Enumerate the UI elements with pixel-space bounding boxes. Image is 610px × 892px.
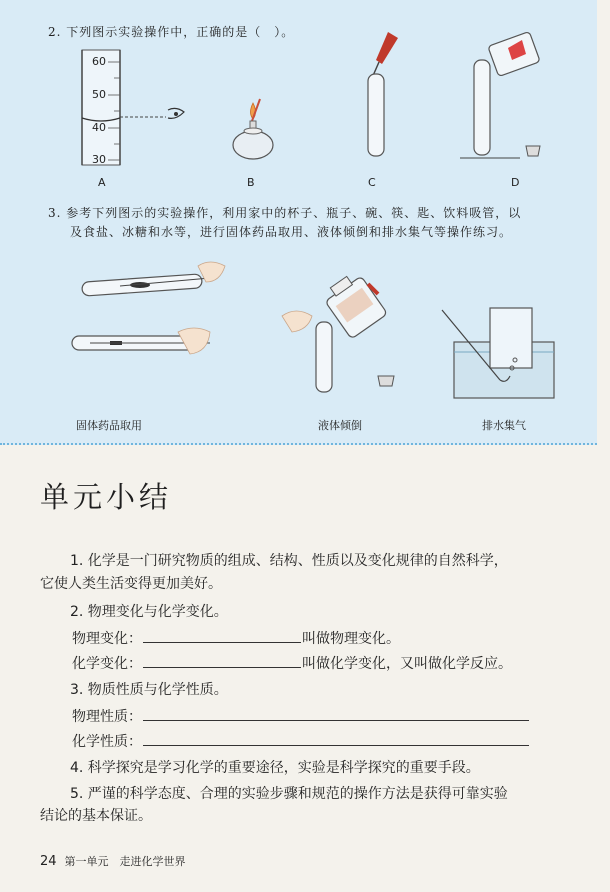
cylinder-tick-30: 30: [92, 153, 106, 166]
cylinder-tick-40: 40: [92, 121, 106, 134]
physical-change-suffix: 叫做物理变化。: [302, 631, 400, 647]
caption-liquid-pouring: 液体倾倒: [318, 419, 362, 432]
physical-change-row: [72, 628, 400, 650]
chemical-change-blank[interactable]: [143, 653, 301, 668]
page-footer: [40, 853, 186, 869]
summary-title: 单元小结: [40, 480, 173, 514]
physical-property-label: 物理性质：: [72, 709, 142, 725]
footer-unit-title: 第一单元 走进化学世界: [64, 855, 186, 868]
chemical-change-label: 化学变化：: [72, 656, 142, 672]
summary-item-2: 2. 物理变化与化学变化。: [70, 604, 228, 620]
physical-change-label: 物理变化：: [72, 631, 142, 647]
chemical-change-row: [72, 653, 512, 675]
figure-solid-reagent-taking: [60, 252, 230, 372]
question-2-text: 2. 下列图示实验操作中，正确的是（ ）。: [48, 25, 295, 39]
figure-b-alcohol-lamp: [226, 95, 281, 165]
question-3-line-1: 3. 参考下列图示的实验操作，利用家中的杯子、瓶子、碗、筷、匙、饮料吸管，以: [48, 206, 522, 220]
physical-change-blank[interactable]: [143, 628, 301, 643]
summary-item-5-line-1: 5. 严谨的科学态度、合理的实验步骤和规范的操作方法是获得可靠实验: [70, 786, 508, 802]
chemical-property-row: [72, 731, 530, 753]
summary-item-1-line-2: 它使人类生活变得更加美好。: [40, 576, 222, 592]
chemical-property-label: 化学性质：: [72, 734, 142, 750]
question-3-line-2: 及食盐、冰糖和水等，进行固体药品取用、液体倾倒和排水集气等操作练习。: [70, 225, 513, 239]
cylinder-tick-60: 60: [92, 55, 106, 68]
option-a-label: A: [98, 176, 106, 189]
figure-liquid-pouring: [278, 270, 408, 400]
summary-item-3: 3. 物质性质与化学性质。: [70, 682, 228, 698]
chemical-property-blank[interactable]: [143, 731, 529, 746]
panel-dotted-border: [0, 443, 597, 445]
summary-item-5-line-2: 结论的基本保证。: [40, 808, 152, 824]
option-d-label: D: [511, 176, 520, 189]
summary-item-4: 4. 科学探究是学习化学的重要途径，实验是科学探究的重要手段。: [70, 760, 480, 776]
figure-c-dropper-test-tube: [358, 30, 408, 165]
physical-property-row: [72, 706, 530, 728]
option-b-label: B: [247, 176, 255, 189]
physical-property-blank[interactable]: [143, 706, 529, 721]
chemical-change-suffix: 叫做化学变化，又叫做化学反应。: [302, 656, 512, 672]
page-number: 24: [40, 854, 57, 869]
cylinder-tick-50: 50: [92, 88, 106, 101]
figure-d-pouring-liquid: [460, 30, 550, 165]
summary-item-1-line-1: 1. 化学是一门研究物质的组成、结构、性质以及变化规律的自然科学，: [70, 553, 508, 569]
option-c-label: C: [368, 176, 376, 189]
caption-solid-reagent: 固体药品取用: [76, 419, 142, 432]
caption-water-displacement: 排水集气: [482, 419, 526, 432]
figure-water-displacement: [440, 302, 560, 407]
